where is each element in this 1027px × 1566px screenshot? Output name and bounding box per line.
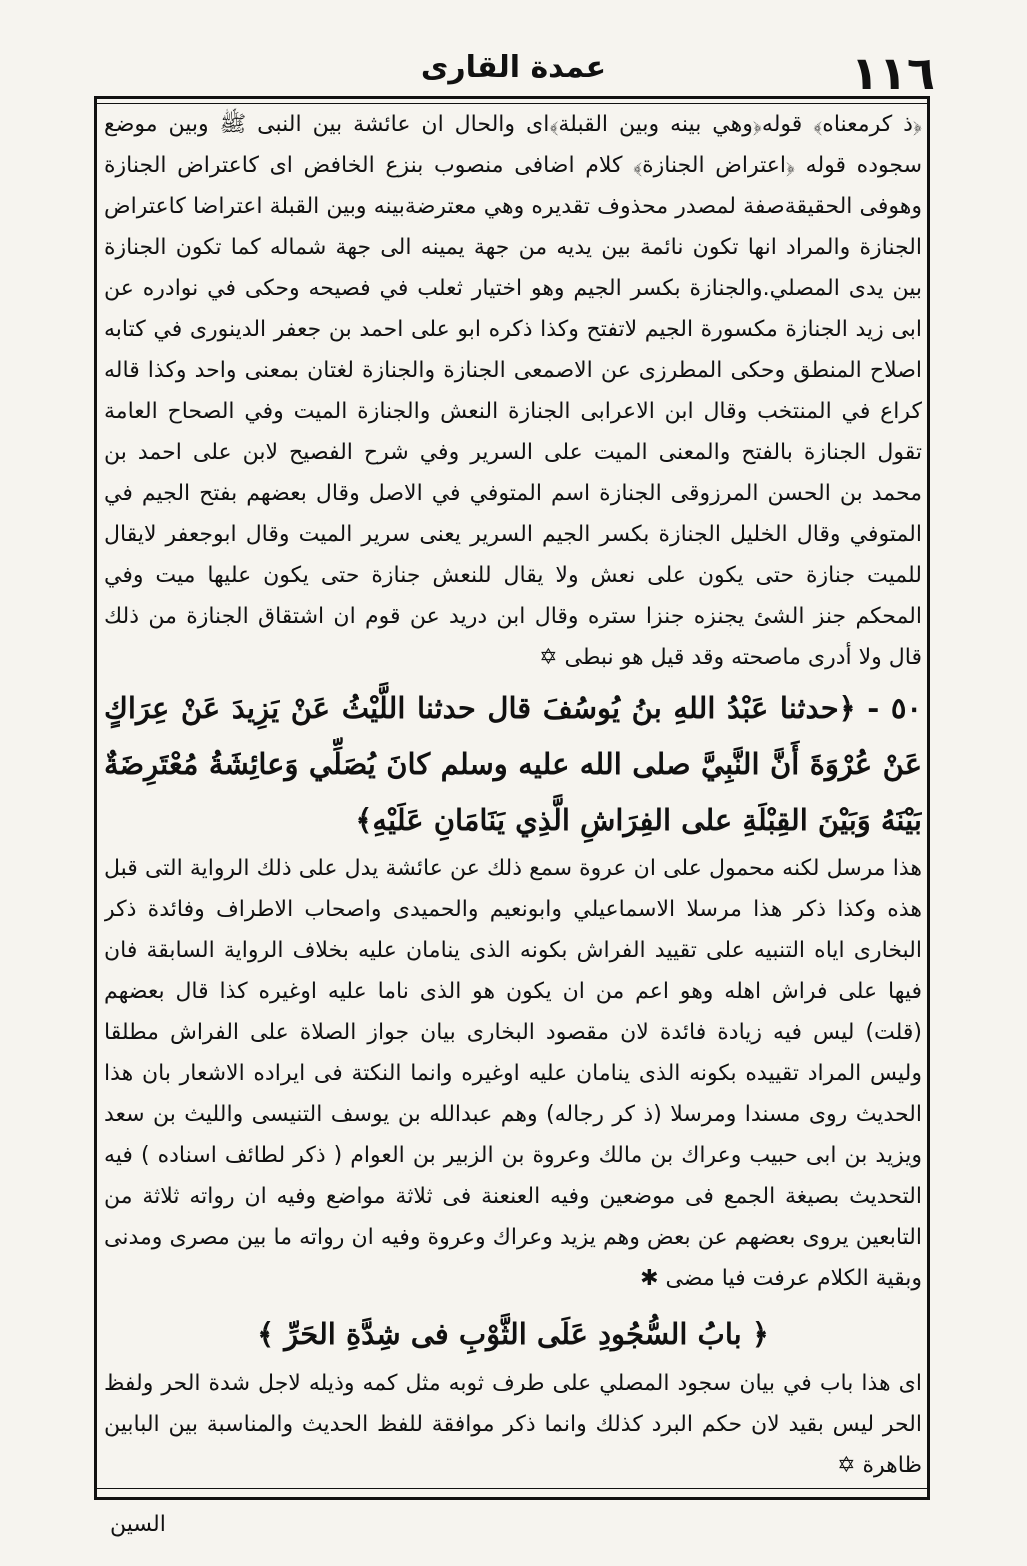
footer-catchword: السين xyxy=(110,1512,166,1537)
commentary-paragraph: اى هذا باب في بيان سجود المصلي على طرف ثوبه مثل كمه وذيله لاجل شدة الحر ولفظ الحر ليس بقيد لان حكم البرد كذلك وانما ذكر موافقة للفظ الحديث والمناسبة بين البابين ظاهرة ✡ xyxy=(104,1371,922,1478)
page-number: ١١٦ xyxy=(850,46,935,100)
page-content xyxy=(104,104,922,1490)
hadith-text: ٥٠ - ﴿حدثنا عَبْدُ اللهِ بنُ يُوسُفَ قال حدثنا اللَّيْثُ عَنْ يَزِيدَ عَنْ عِرَاكٍ عَنْ عُرْوَةَ أَنَّ النَّبِيَّ صلى الله عليه وسلم كانَ يُصَلِّي وَعائِشَةُ مُعْتَرِضَةٌ بَيْنَهُ وَبَيْنَ القِبْلَةِ على الفِرَاشِ الَّذِي يَنَامَانِ عَلَيْهِ﴾ xyxy=(104,691,922,837)
page-header xyxy=(0,38,1027,100)
running-title: عمدة القارى xyxy=(420,50,607,85)
commentary-paragraph: ﴿ذ كرمعناه﴾ قوله﴿وهي بينه وبين القبلة﴾اى والحال ان عائشة بين النبى ﷺ وبين موضع سجوده قوله ﴿اعتراض الجنازة﴾ كلام اضافى منصوب بنزع الخافض اى كاعتراض الجنازة وهوفى الحقيقةصفة لمصدر محذوف تقديره وهي معترضةبينه وبين القبلة اعتراضا كاعتراض الجنازة والمراد انها تكون نائمة بين يديه من جهة يمينه الى جهة شماله كما تكون الجنازة بين يدى المصلي.والجنازة بكسر الجيم وهو اختيار ثعلب في فصيحه وحكى في نوادره عن ابى زيد الجنازة مكسورة الجيم لاتفتح وكذا ذكره ابو على احمد بن جعفر الدينورى في كتابه اصلاح المنطق وحكى المطرزى عن الاصمعى الجنازة والجنازة لغتان بمعنى واحد وكذا قاله كراع في المنتخب وقال ابن الاعرابى الجنازة النعش والجنازة الميت وفي الصحاح العامة تقول الجنازة بالفتح والمعنى الميت على السرير وفي شرح الفصيح لابن على احمد بن محمد بن الحسن المرزوقى الجنازة اسم المتوفي في الاصل وقال بعضهم بفتح الجيم في المتوفي وقال الخليل الجنازة بكسر الجيم السرير يعنى سرير الميت وقال ابوجعفر لايقال للميت جنازة حتى يكون على نعش ولا يقال للنعش جنازة حتى يكون عليها ميت وفي المحكم جنز الشئ يجنزه جنزا ستره وقال ابن دريد عن قوم ان اشتقاق الجنازة من ذلك قال ولا أدرى ماصحته وقد قيل هو نبطى ✡ xyxy=(104,112,922,670)
commentary-paragraph: هذا مرسل لكنه محمول على ان عروة سمع ذلك عن عائشة يدل على ذلك الرواية التى قبل هذه وكذا ذكر هذا مرسلا الاسماعيلي وابونعيم والحميدى واصحاب الاطراف وفائدة ذكر البخارى اياه التنبيه على تقييد الفراش بكونه الذى ينامان عليه بخلاف الرواية السابقة فان فيها على فراش اهله وهو اعم من ان يكون هو الذى ناما عليه اوغيره كذا قال بعضهم (قلت) ليس فيه زيادة فائدة لان مقصود البخارى بيان جواز الصلاة على الفراش مطلقا وليس المراد تقييده بكونه الذى ينامان عليه اوغيره وانما النكتة فى ايراده الاشعار بان هذا الحديث روى مسندا ومرسلا (ذ كر رجاله) وهم عبدالله بن يوسف التنيسى والليث بن سعد ويزيد بن ابى حبيب وعراك بن مالك وعروة بن الزبير بن العوام ( ذكر لطائف اسناده ) فيه التحديث بصيغة الجمع فى موضعين وفيه العنعنة فى ثلاثة مواضع وفيه ان رواته ثلاثة من التابعين يروى بعضهم عن بعض وهم يزيد وعراك وعروة وفيه ان رواته ما بين مصرى ومدنى وبقية الكلام عرفت فيا مضى ✱ xyxy=(104,856,922,1291)
chapter-heading: ﴿ بابُ السُّجُودِ عَلَى الثَّوْبِ فى شِدَّةِ الحَرِّ ﴾ xyxy=(257,1317,769,1351)
